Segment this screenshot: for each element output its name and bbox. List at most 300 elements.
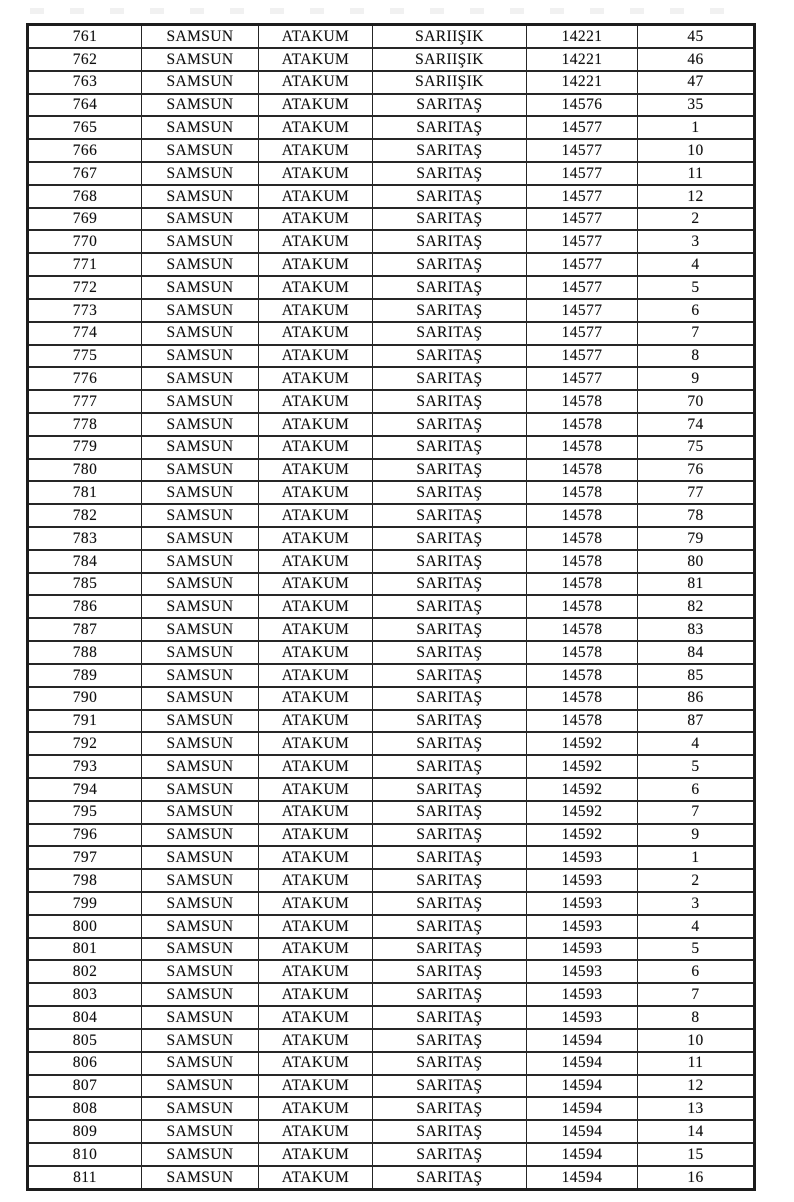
province-cell: SAMSUN	[142, 139, 259, 162]
sequence-cell: 12	[638, 1075, 755, 1098]
province-cell: SAMSUN	[142, 436, 259, 459]
table-row	[28, 1120, 755, 1143]
sequence-cell: 80	[638, 550, 755, 573]
province-cell: SAMSUN	[142, 116, 259, 139]
table-row	[28, 778, 755, 801]
neighborhood-cell: SARITAŞ	[373, 390, 527, 413]
neighborhood-cell: SARITAŞ	[373, 801, 527, 824]
row-number-cell: 799	[28, 892, 142, 915]
district-cell: ATAKUM	[259, 801, 373, 824]
table-row	[28, 48, 755, 71]
row-number-cell: 803	[28, 983, 142, 1006]
province-cell: SAMSUN	[142, 276, 259, 299]
sequence-cell: 3	[638, 230, 755, 253]
row-number-cell: 765	[28, 116, 142, 139]
sequence-cell: 5	[638, 938, 755, 961]
neighborhood-cell: SARITAŞ	[373, 230, 527, 253]
district-cell: ATAKUM	[259, 390, 373, 413]
table-row	[28, 527, 755, 550]
row-number-cell: 811	[28, 1166, 142, 1190]
neighborhood-cell: SARITAŞ	[373, 1120, 527, 1143]
neighborhood-cell: SARITAŞ	[373, 436, 527, 459]
row-number-cell: 781	[28, 481, 142, 504]
code-cell: 14593	[527, 869, 638, 892]
code-cell: 14577	[527, 116, 638, 139]
row-number-cell: 796	[28, 824, 142, 847]
code-cell: 14593	[527, 960, 638, 983]
code-cell: 14593	[527, 846, 638, 869]
sequence-cell: 87	[638, 710, 755, 733]
neighborhood-cell: SARITAŞ	[373, 276, 527, 299]
sequence-cell: 77	[638, 481, 755, 504]
sequence-cell: 15	[638, 1143, 755, 1166]
province-cell: SAMSUN	[142, 778, 259, 801]
table-row	[28, 25, 755, 48]
code-cell: 14578	[527, 710, 638, 733]
code-cell: 14577	[527, 162, 638, 185]
sequence-cell: 76	[638, 459, 755, 482]
neighborhood-cell: SARITAŞ	[373, 595, 527, 618]
code-cell: 14221	[527, 25, 638, 48]
province-cell: SAMSUN	[142, 1029, 259, 1052]
table-row	[28, 322, 755, 345]
province-cell: SAMSUN	[142, 25, 259, 48]
neighborhood-cell: SARIIŞIK	[373, 71, 527, 94]
sequence-cell: 4	[638, 732, 755, 755]
code-cell: 14578	[527, 618, 638, 641]
neighborhood-cell: SARITAŞ	[373, 755, 527, 778]
neighborhood-cell: SARITAŞ	[373, 1029, 527, 1052]
district-cell: ATAKUM	[259, 230, 373, 253]
table-row	[28, 481, 755, 504]
district-cell: ATAKUM	[259, 116, 373, 139]
row-number-cell: 767	[28, 162, 142, 185]
row-number-cell: 806	[28, 1052, 142, 1075]
province-cell: SAMSUN	[142, 413, 259, 436]
table-row	[28, 208, 755, 231]
district-cell: ATAKUM	[259, 983, 373, 1006]
sequence-cell: 8	[638, 345, 755, 368]
neighborhood-cell: SARITAŞ	[373, 1075, 527, 1098]
table-row	[28, 755, 755, 778]
code-cell: 14593	[527, 983, 638, 1006]
table-row	[28, 983, 755, 1006]
sequence-cell: 13	[638, 1097, 755, 1120]
code-cell: 14593	[527, 1006, 638, 1029]
district-cell: ATAKUM	[259, 185, 373, 208]
code-cell: 14592	[527, 732, 638, 755]
sequence-cell: 10	[638, 139, 755, 162]
province-cell: SAMSUN	[142, 504, 259, 527]
district-cell: ATAKUM	[259, 938, 373, 961]
neighborhood-cell: SARITAŞ	[373, 710, 527, 733]
code-cell: 14221	[527, 48, 638, 71]
district-cell: ATAKUM	[259, 48, 373, 71]
row-number-cell: 783	[28, 527, 142, 550]
district-cell: ATAKUM	[259, 960, 373, 983]
district-cell: ATAKUM	[259, 618, 373, 641]
neighborhood-cell: SARITAŞ	[373, 778, 527, 801]
province-cell: SAMSUN	[142, 1097, 259, 1120]
sequence-cell: 4	[638, 915, 755, 938]
table-row	[28, 1097, 755, 1120]
neighborhood-cell: SARITAŞ	[373, 938, 527, 961]
table-row	[28, 824, 755, 847]
sequence-cell: 47	[638, 71, 755, 94]
row-number-cell: 769	[28, 208, 142, 231]
row-number-cell: 804	[28, 1006, 142, 1029]
row-number-cell: 764	[28, 94, 142, 117]
sequence-cell: 78	[638, 504, 755, 527]
row-number-cell: 782	[28, 504, 142, 527]
province-cell: SAMSUN	[142, 208, 259, 231]
row-number-cell: 778	[28, 413, 142, 436]
table-row	[28, 299, 755, 322]
code-cell: 14593	[527, 938, 638, 961]
row-number-cell: 810	[28, 1143, 142, 1166]
province-cell: SAMSUN	[142, 94, 259, 117]
table-row	[28, 162, 755, 185]
district-cell: ATAKUM	[259, 1097, 373, 1120]
neighborhood-cell: SARITAŞ	[373, 94, 527, 117]
code-cell: 14578	[527, 595, 638, 618]
row-number-cell: 793	[28, 755, 142, 778]
district-cell: ATAKUM	[259, 71, 373, 94]
sequence-cell: 2	[638, 869, 755, 892]
province-cell: SAMSUN	[142, 1166, 259, 1190]
row-number-cell: 761	[28, 25, 142, 48]
province-cell: SAMSUN	[142, 915, 259, 938]
code-cell: 14592	[527, 778, 638, 801]
code-cell: 14578	[527, 527, 638, 550]
code-cell: 14594	[527, 1143, 638, 1166]
code-cell: 14594	[527, 1120, 638, 1143]
sequence-cell: 11	[638, 1052, 755, 1075]
district-cell: ATAKUM	[259, 1075, 373, 1098]
scan-noise-artifact	[30, 8, 730, 14]
sequence-cell: 70	[638, 390, 755, 413]
table-row	[28, 1006, 755, 1029]
code-cell: 14592	[527, 824, 638, 847]
code-cell: 14578	[527, 573, 638, 596]
row-number-cell: 772	[28, 276, 142, 299]
neighborhood-cell: SARITAŞ	[373, 824, 527, 847]
row-number-cell: 766	[28, 139, 142, 162]
district-cell: ATAKUM	[259, 732, 373, 755]
province-cell: SAMSUN	[142, 755, 259, 778]
table-row	[28, 253, 755, 276]
table-row	[28, 459, 755, 482]
neighborhood-cell: SARITAŞ	[373, 139, 527, 162]
code-cell: 14594	[527, 1097, 638, 1120]
province-cell: SAMSUN	[142, 299, 259, 322]
neighborhood-cell: SARITAŞ	[373, 185, 527, 208]
district-cell: ATAKUM	[259, 1143, 373, 1166]
code-cell: 14578	[527, 504, 638, 527]
neighborhood-cell: SARITAŞ	[373, 892, 527, 915]
data-table	[26, 23, 756, 1191]
district-cell: ATAKUM	[259, 595, 373, 618]
district-cell: ATAKUM	[259, 1166, 373, 1190]
table-body	[28, 25, 755, 1190]
district-cell: ATAKUM	[259, 1120, 373, 1143]
district-cell: ATAKUM	[259, 687, 373, 710]
province-cell: SAMSUN	[142, 869, 259, 892]
row-number-cell: 807	[28, 1075, 142, 1098]
row-number-cell: 768	[28, 185, 142, 208]
neighborhood-cell: SARIIŞIK	[373, 48, 527, 71]
table-row	[28, 367, 755, 390]
neighborhood-cell: SARITAŞ	[373, 732, 527, 755]
neighborhood-cell: SARITAŞ	[373, 1006, 527, 1029]
neighborhood-cell: SARITAŞ	[373, 504, 527, 527]
neighborhood-cell: SARITAŞ	[373, 481, 527, 504]
district-cell: ATAKUM	[259, 504, 373, 527]
district-cell: ATAKUM	[259, 755, 373, 778]
neighborhood-cell: SARITAŞ	[373, 618, 527, 641]
code-cell: 14577	[527, 299, 638, 322]
code-cell: 14576	[527, 94, 638, 117]
row-number-cell: 792	[28, 732, 142, 755]
neighborhood-cell: SARITAŞ	[373, 299, 527, 322]
province-cell: SAMSUN	[142, 983, 259, 1006]
table-row	[28, 230, 755, 253]
sequence-cell: 8	[638, 1006, 755, 1029]
province-cell: SAMSUN	[142, 801, 259, 824]
table-row	[28, 71, 755, 94]
code-cell: 14577	[527, 230, 638, 253]
row-number-cell: 808	[28, 1097, 142, 1120]
row-number-cell: 805	[28, 1029, 142, 1052]
code-cell: 14578	[527, 687, 638, 710]
sequence-cell: 7	[638, 322, 755, 345]
code-cell: 14578	[527, 550, 638, 573]
district-cell: ATAKUM	[259, 436, 373, 459]
province-cell: SAMSUN	[142, 48, 259, 71]
neighborhood-cell: SARITAŞ	[373, 367, 527, 390]
code-cell: 14592	[527, 801, 638, 824]
row-number-cell: 790	[28, 687, 142, 710]
code-cell: 14577	[527, 208, 638, 231]
province-cell: SAMSUN	[142, 253, 259, 276]
province-cell: SAMSUN	[142, 960, 259, 983]
sequence-cell: 45	[638, 25, 755, 48]
code-cell: 14577	[527, 322, 638, 345]
code-cell: 14578	[527, 641, 638, 664]
district-cell: ATAKUM	[259, 208, 373, 231]
district-cell: ATAKUM	[259, 573, 373, 596]
sequence-cell: 6	[638, 960, 755, 983]
province-cell: SAMSUN	[142, 527, 259, 550]
neighborhood-cell: SARITAŞ	[373, 983, 527, 1006]
code-cell: 14577	[527, 185, 638, 208]
code-cell: 14577	[527, 253, 638, 276]
table-row	[28, 664, 755, 687]
sequence-cell: 9	[638, 367, 755, 390]
province-cell: SAMSUN	[142, 185, 259, 208]
district-cell: ATAKUM	[259, 1029, 373, 1052]
sequence-cell: 1	[638, 116, 755, 139]
district-cell: ATAKUM	[259, 710, 373, 733]
district-cell: ATAKUM	[259, 892, 373, 915]
table-row	[28, 573, 755, 596]
code-cell: 14594	[527, 1075, 638, 1098]
code-cell: 14594	[527, 1029, 638, 1052]
table-row	[28, 276, 755, 299]
row-number-cell: 779	[28, 436, 142, 459]
province-cell: SAMSUN	[142, 938, 259, 961]
province-cell: SAMSUN	[142, 322, 259, 345]
row-number-cell: 773	[28, 299, 142, 322]
province-cell: SAMSUN	[142, 664, 259, 687]
province-cell: SAMSUN	[142, 710, 259, 733]
neighborhood-cell: SARITAŞ	[373, 1052, 527, 1075]
sequence-cell: 14	[638, 1120, 755, 1143]
sequence-cell: 6	[638, 299, 755, 322]
table-row	[28, 413, 755, 436]
neighborhood-cell: SARITAŞ	[373, 162, 527, 185]
row-number-cell: 794	[28, 778, 142, 801]
district-cell: ATAKUM	[259, 413, 373, 436]
neighborhood-cell: SARITAŞ	[373, 573, 527, 596]
district-cell: ATAKUM	[259, 162, 373, 185]
sequence-cell: 79	[638, 527, 755, 550]
district-cell: ATAKUM	[259, 345, 373, 368]
table-row	[28, 345, 755, 368]
district-cell: ATAKUM	[259, 664, 373, 687]
code-cell: 14578	[527, 481, 638, 504]
sequence-cell: 16	[638, 1166, 755, 1190]
district-cell: ATAKUM	[259, 459, 373, 482]
row-number-cell: 800	[28, 915, 142, 938]
row-number-cell: 797	[28, 846, 142, 869]
row-number-cell: 801	[28, 938, 142, 961]
province-cell: SAMSUN	[142, 618, 259, 641]
district-cell: ATAKUM	[259, 276, 373, 299]
table-row	[28, 710, 755, 733]
province-cell: SAMSUN	[142, 390, 259, 413]
sequence-cell: 85	[638, 664, 755, 687]
neighborhood-cell: SARITAŞ	[373, 459, 527, 482]
neighborhood-cell: SARITAŞ	[373, 208, 527, 231]
sequence-cell: 75	[638, 436, 755, 459]
district-cell: ATAKUM	[259, 550, 373, 573]
row-number-cell: 774	[28, 322, 142, 345]
province-cell: SAMSUN	[142, 162, 259, 185]
province-cell: SAMSUN	[142, 1075, 259, 1098]
table-row	[28, 732, 755, 755]
province-cell: SAMSUN	[142, 595, 259, 618]
district-cell: ATAKUM	[259, 481, 373, 504]
province-cell: SAMSUN	[142, 550, 259, 573]
code-cell: 14578	[527, 664, 638, 687]
sequence-cell: 81	[638, 573, 755, 596]
row-number-cell: 762	[28, 48, 142, 71]
table-row	[28, 185, 755, 208]
district-cell: ATAKUM	[259, 139, 373, 162]
sequence-cell: 84	[638, 641, 755, 664]
sequence-cell: 7	[638, 801, 755, 824]
table-row	[28, 960, 755, 983]
sequence-cell: 5	[638, 755, 755, 778]
neighborhood-cell: SARITAŞ	[373, 915, 527, 938]
table-row	[28, 1052, 755, 1075]
table-row	[28, 687, 755, 710]
row-number-cell: 775	[28, 345, 142, 368]
district-cell: ATAKUM	[259, 846, 373, 869]
district-cell: ATAKUM	[259, 299, 373, 322]
code-cell: 14578	[527, 390, 638, 413]
district-cell: ATAKUM	[259, 25, 373, 48]
neighborhood-cell: SARITAŞ	[373, 1143, 527, 1166]
code-cell: 14594	[527, 1052, 638, 1075]
table-row	[28, 595, 755, 618]
sequence-cell: 7	[638, 983, 755, 1006]
sequence-cell: 83	[638, 618, 755, 641]
province-cell: SAMSUN	[142, 481, 259, 504]
table-row	[28, 94, 755, 117]
province-cell: SAMSUN	[142, 573, 259, 596]
table-row	[28, 869, 755, 892]
code-cell: 14593	[527, 892, 638, 915]
sequence-cell: 10	[638, 1029, 755, 1052]
table-row	[28, 139, 755, 162]
table-row	[28, 915, 755, 938]
row-number-cell: 798	[28, 869, 142, 892]
neighborhood-cell: SARITAŞ	[373, 253, 527, 276]
row-number-cell: 785	[28, 573, 142, 596]
row-number-cell: 770	[28, 230, 142, 253]
neighborhood-cell: SARITAŞ	[373, 413, 527, 436]
province-cell: SAMSUN	[142, 687, 259, 710]
neighborhood-cell: SARITAŞ	[373, 550, 527, 573]
table-row	[28, 892, 755, 915]
code-cell: 14593	[527, 915, 638, 938]
sequence-cell: 3	[638, 892, 755, 915]
row-number-cell: 791	[28, 710, 142, 733]
row-number-cell: 780	[28, 459, 142, 482]
province-cell: SAMSUN	[142, 1143, 259, 1166]
table-row	[28, 436, 755, 459]
neighborhood-cell: SARITAŞ	[373, 846, 527, 869]
neighborhood-cell: SARITAŞ	[373, 1097, 527, 1120]
sequence-cell: 74	[638, 413, 755, 436]
row-number-cell: 776	[28, 367, 142, 390]
sequence-cell: 82	[638, 595, 755, 618]
row-number-cell: 771	[28, 253, 142, 276]
table-row	[28, 1075, 755, 1098]
province-cell: SAMSUN	[142, 1120, 259, 1143]
sequence-cell: 35	[638, 94, 755, 117]
district-cell: ATAKUM	[259, 824, 373, 847]
code-cell: 14577	[527, 345, 638, 368]
district-cell: ATAKUM	[259, 367, 373, 390]
sequence-cell: 12	[638, 185, 755, 208]
table-row	[28, 550, 755, 573]
province-cell: SAMSUN	[142, 892, 259, 915]
code-cell: 14221	[527, 71, 638, 94]
district-cell: ATAKUM	[259, 253, 373, 276]
district-cell: ATAKUM	[259, 322, 373, 345]
row-number-cell: 789	[28, 664, 142, 687]
neighborhood-cell: SARITAŞ	[373, 960, 527, 983]
table-row	[28, 618, 755, 641]
district-cell: ATAKUM	[259, 915, 373, 938]
table-row	[28, 1029, 755, 1052]
province-cell: SAMSUN	[142, 824, 259, 847]
table-row	[28, 1143, 755, 1166]
row-number-cell: 788	[28, 641, 142, 664]
